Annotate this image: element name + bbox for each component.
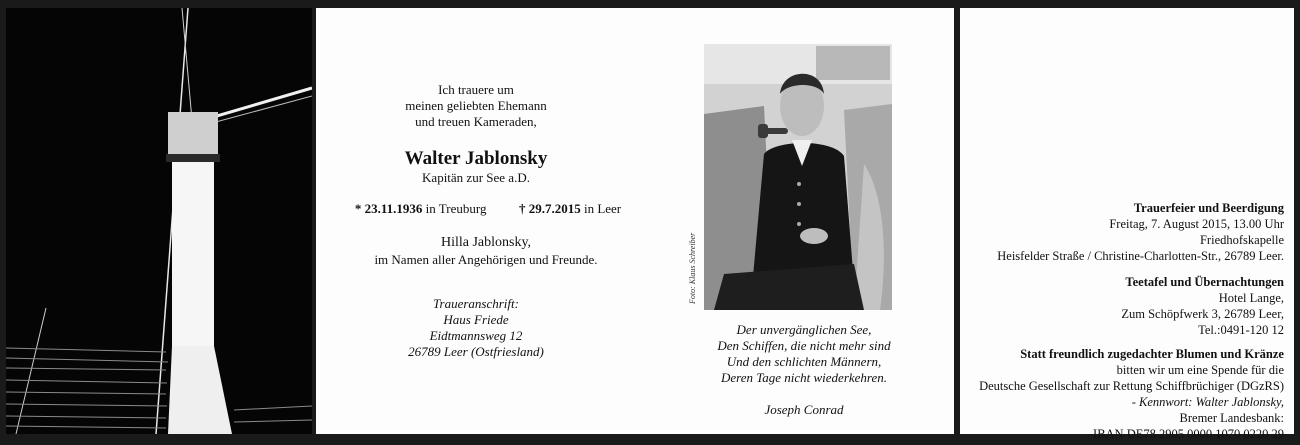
death-place: in Leer [583,201,622,216]
donation-organisation: Deutsche Gesellschaft zur Rettung Schiffbrüchiger (DGzRS) [979,379,1284,393]
mourning-address [356,296,596,360]
donation-iban: IBAN DE78 2905 0000 1070 0220 29 [1093,427,1284,441]
poem-line: Den Schiffen, die nicht mehr sind [717,338,891,353]
life-dates [338,201,638,217]
intro-line: und treuen Kameraden, [415,114,537,129]
death-symbol: † [518,201,526,216]
obituary-main-panel [316,8,954,434]
donation-title: Statt freundlich zugedachter Blumen und Kränze [1020,347,1284,361]
deceased-name: Walter Jablonsky [404,148,548,169]
death-date: 29.7.2015 [528,201,581,216]
intro-line: Ich trauere um [438,82,514,97]
teatime-line: Zum Schöpfwerk 3, 26789 Leer, [1121,307,1284,321]
ceremony-line: Heisfelder Straße / Christine-Charlotten-Str., 26789 Leer. [997,249,1284,263]
signer-block [336,234,636,268]
poem [686,322,922,386]
signer-name: Hilla Jablonsky, [440,235,532,250]
address-line: Eidtmannsweg 12 [429,328,523,343]
lighthouse-artwork [6,8,312,434]
photo-credit: Foto: Klaus Schreiber [688,232,697,304]
address-label: Traueranschrift: [433,296,519,311]
donation-block [964,346,1284,442]
ceremony-title: Trauerfeier und Beerdigung [1133,201,1284,215]
poem-author: Joseph Conrad [764,402,844,417]
birth-place: in Treuburg [425,201,487,216]
poem-line: Der unvergänglichen See, [736,322,872,337]
teatime-line: Tel.:0491-120 12 [1198,323,1284,337]
ceremony-line: Friedhofskapelle [1199,233,1284,247]
art-panel [6,8,312,434]
portrait-photo [704,44,892,310]
birth-date: 23.11.1936 [364,201,423,216]
intro-text [356,82,596,130]
info-panel [960,8,1294,441]
birth-symbol: * [354,201,362,216]
deceased-block [356,148,596,186]
poem-line: Und den schlichten Männern, [726,354,882,369]
ceremony-line: Freitag, 7. August 2015, 13.00 Uhr [1109,217,1284,231]
address-line: Haus Friede [443,312,509,327]
donation-line: bitten wir um eine Spende für die [1116,363,1284,377]
deceased-title: Kapitän zur See a.D. [422,170,530,185]
teatime-line: Hotel Lange, [1218,291,1284,305]
teatime-title: Teetafel und Übernachtungen [1125,275,1284,289]
ceremony-block [964,200,1284,264]
donation-keyword: - Kennwort: Walter Jablonsky, [1131,395,1284,409]
address-line: 26789 Leer (Ostfriesland) [408,344,544,359]
poem-line: Deren Tage nicht wiederkehren. [720,370,888,385]
intro-line: meinen geliebten Ehemann [405,98,547,113]
teatime-block [964,274,1284,338]
donation-bank: Bremer Landesbank: [1179,411,1284,425]
signer-line: im Namen aller Angehörigen und Freunde. [374,252,598,267]
